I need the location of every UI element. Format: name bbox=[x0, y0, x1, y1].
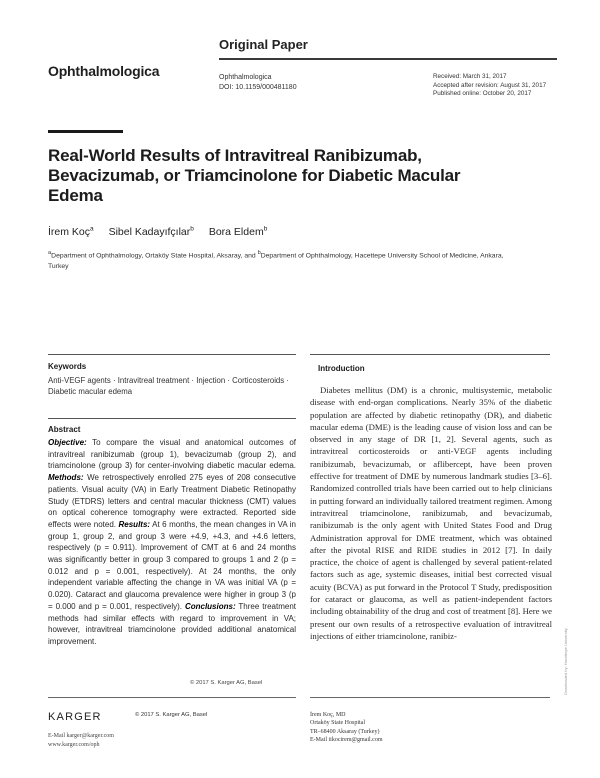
corr-email[interactable]: E-Mail iikocirem@gmail.com bbox=[310, 736, 383, 743]
publisher-website[interactable]: www.karger.com/oph bbox=[48, 742, 100, 748]
abstract-text: Objective: To compare the visual and anatomical outcomes of intravitreal ranibizumab (group 1), bevacizumab (group 2), and triamcinolone (group 3) for center-involving diabetic macular edema. Methods: We retrospectively enrolled 275 eyes of 208 consecutive patients. Visual acuity (VA) in Early Treatment Diabetic Retinopathy Study (ETDRS) letters and central macular thickness (CMT) values on optical coherence tomography were extracted. Reported side effects were noted. Results: At 6 months, the mean changes in VA in group 1, group 2, and group 3 were +4.9, +4.3, and +4.6 letters, respectively (p = 0.911). Improvement of CMT at 6 and 24 months was significantly better in group 3 compared to groups 1 and 2 (p = 0.012 and p = 0.001, respectively). At 24 months, the only independent variable affecting the change in VA was initial VA (p = 0.020). Cataract and glaucoma prevalence were higher in group 3 (p = 0.000 and p = 0.001, respectively). Conclusions: Three treatment methods had similar effects with regard to improvement in VA; however, intravitreal triamcinolone provided additional anatomical improvement. bbox=[48, 438, 297, 646]
affiliations: $^a$Department of Ophthalmology, Ortaköy State Hospital, Aksaray, and $^b$Department of Ophthalmology, Hacettepe University School of Medicine, Ankara, Turkey bbox=[48, 250, 504, 271]
publisher-contact bbox=[48, 732, 114, 750]
published-date: Published online: October 20, 2017 bbox=[433, 90, 532, 97]
footer-copyright: © 2017 S. Karger AG, Basel bbox=[135, 712, 208, 718]
author-3: Bora Eldem$^b$ bbox=[208, 225, 268, 238]
corr-name: İrem Koç, MD bbox=[310, 712, 346, 718]
corr-city: TR–68400 Aksaray (Turkey) bbox=[310, 728, 380, 735]
keywords-text: Anti-VEGF agents · Intravitreal treatment · Injection · Corticosteroids · Diabetic macular edema bbox=[48, 376, 289, 396]
author-list bbox=[48, 225, 279, 238]
title-rule bbox=[48, 130, 123, 133]
introduction-rule bbox=[310, 354, 550, 355]
journal-logo: Ophthalmologica bbox=[48, 63, 160, 79]
journal-meta bbox=[219, 73, 297, 93]
journal-name: Ophthalmologica bbox=[219, 74, 272, 81]
footer-rule-right bbox=[310, 697, 550, 698]
footer-rule-left bbox=[48, 697, 296, 698]
abstract-copyright: © 2017 S. Karger AG, Basel bbox=[190, 680, 263, 686]
correspondence-block bbox=[310, 711, 383, 744]
corr-hospital: Ortaköy State Hospital bbox=[310, 720, 365, 727]
received-date: Received: March 31, 2017 bbox=[433, 73, 507, 80]
publisher-email[interactable]: E-Mail karger@karger.com bbox=[48, 733, 114, 739]
publication-dates bbox=[433, 73, 546, 99]
abstract-heading: Abstract bbox=[48, 425, 81, 434]
doi-link[interactable]: DOI: 10.1159/000481180 bbox=[219, 84, 297, 91]
download-watermark: Downloaded by: Hacettepe University bbox=[563, 628, 568, 695]
author-1: İrem Koç$^a$ bbox=[48, 225, 94, 238]
keywords-rule bbox=[48, 354, 296, 355]
introduction-heading: Introduction bbox=[318, 364, 365, 373]
introduction-text: Diabetes mellitus (DM) is a chronic, multisystemic, metabolic disease with end-organ complications. Nearly 35% of the diabetic population are affected by diabetic retinopathy (DR), and diabetic macular edema (DME) is the leading cause of vision loss and can be observed in any stage of DR [1, 2]. Several agents, such as intravitreal corticosteroids or anti-VEGF agents including ranibizumab, bevacizumab, or aflibercept, have been proven effective for treatment of DME by numerous landmark studies [3–6]. Randomized controlled trials have been carried out to help clinicians in putting forward an individually tailored treatment regimen. Among intravitreal triamcinolone, ranibizumab, and bevacizumab, ranibizumab is the only agent with United States Food and Drug Administration approval for DME treatment, which was obtained after the pivotal RISE and RIDE studies in 2012 [7]. In daily practice, the choice of agent is challenged by several patient-related factors such as age, systemic diseases, initial best corrected visual acuity (BCVA) as put forward in the Protocol T Study, predisposition for cataract or glaucoma, as well as patient-independent factors including obtainability of the drug and cost of treatment [8]. Here we present our own results of a retrospective evaluation of intravitreal injections of either triamcinolone, ranibiz- bbox=[310, 385, 552, 641]
abstract-rule bbox=[48, 418, 296, 419]
keywords-heading: Keywords bbox=[48, 362, 87, 371]
header-rule bbox=[219, 58, 557, 60]
article-type: Original Paper bbox=[219, 37, 308, 52]
paper-title: Real-World Results of Intravitreal Ranibizumab, Bevacizumab, or Triamcinolone for Diabetic Macular Edema bbox=[48, 146, 461, 205]
karger-logo: KARGER bbox=[48, 711, 102, 723]
author-2: Sibel Kadayıfçılar$^b$ bbox=[108, 225, 194, 238]
accepted-date: Accepted after revision: August 31, 2017 bbox=[433, 81, 547, 89]
